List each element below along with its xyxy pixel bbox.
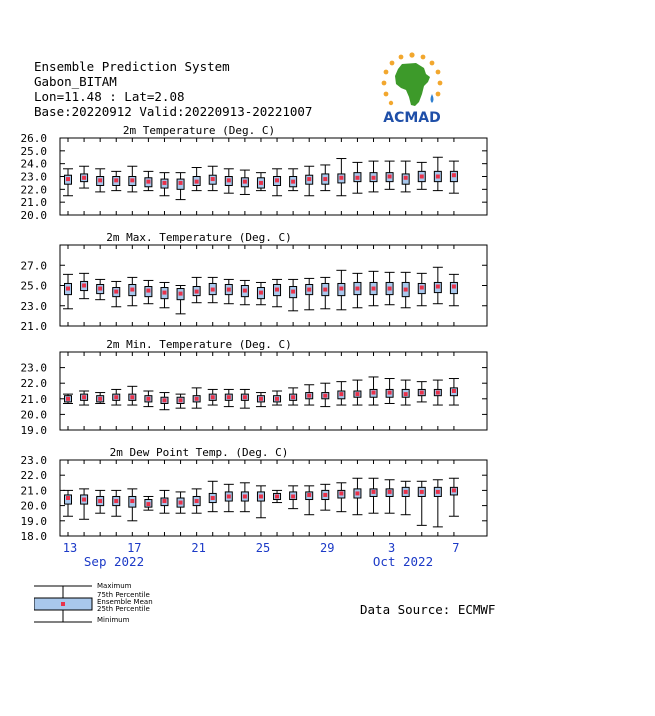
mean-marker [162, 181, 166, 185]
mean-marker [211, 177, 215, 181]
mean-marker [452, 389, 456, 393]
mean-marker [211, 395, 215, 399]
mean-marker [355, 287, 359, 291]
y-tick-label: 24.0 [20, 157, 47, 171]
mean-marker [291, 395, 295, 399]
mean-marker [195, 499, 199, 503]
logo-text: ACMAD [383, 110, 441, 126]
mean-marker [420, 391, 424, 395]
mean-marker [82, 498, 86, 502]
y-tick-label: 19.0 [20, 514, 47, 528]
y-tick-label: 23.0 [20, 454, 47, 467]
x-tick-label: 7 [452, 541, 460, 555]
mean-marker [98, 499, 102, 503]
mean-marker [339, 176, 343, 180]
month-label: Oct 2022 [372, 554, 434, 569]
y-tick-label: 21.0 [20, 196, 47, 210]
y-tick-label: 23.0 [20, 299, 47, 313]
mean-marker [339, 491, 343, 495]
mean-marker [388, 287, 392, 291]
panel-title: 2m Temperature (Deg. C) [122, 124, 276, 137]
mean-marker [323, 177, 327, 181]
header-dates: Base:20220912 Valid:20220913-20221007 [34, 104, 313, 119]
mean-marker [323, 493, 327, 497]
y-tick-label: 22.0 [20, 469, 47, 483]
y-tick-label: 27.0 [20, 259, 47, 273]
mean-marker [130, 395, 134, 399]
mean-marker [162, 398, 166, 402]
mean-marker [323, 394, 327, 398]
mean-marker [66, 496, 70, 500]
mean-marker [130, 499, 134, 503]
mean-marker [114, 395, 118, 399]
mean-marker [452, 488, 456, 492]
y-tick-label: 21.0 [20, 484, 47, 498]
mean-marker [388, 391, 392, 395]
mean-marker [146, 502, 150, 506]
legend-item-label: Maximum [97, 582, 132, 590]
mean-marker [372, 490, 376, 494]
mean-marker [195, 290, 199, 294]
mean-marker [211, 288, 215, 292]
mean-marker [291, 290, 295, 294]
legend-item-label: 25th Percentile [97, 605, 150, 613]
mean-marker [275, 397, 279, 401]
y-tick-label: 18.0 [20, 530, 47, 543]
mean-marker [130, 288, 134, 292]
mean-marker [82, 176, 86, 180]
mean-marker [98, 397, 102, 401]
mean-marker [114, 290, 118, 294]
mean-marker [243, 395, 247, 399]
y-tick-label: 19.0 [20, 424, 47, 437]
acmad-logo [372, 50, 452, 126]
header-location: Gabon_BITAM [34, 74, 117, 89]
mean-marker [243, 494, 247, 498]
x-tick-label: 21 [191, 541, 206, 555]
mean-marker [66, 397, 70, 401]
mean-marker [404, 176, 408, 180]
y-tick-label: 20.0 [20, 209, 47, 222]
mean-marker [275, 494, 279, 498]
mean-marker [195, 180, 199, 184]
mean-marker [436, 285, 440, 289]
mean-marker [114, 178, 118, 182]
x-tick-label: 17 [127, 541, 142, 555]
mean-marker [243, 289, 247, 293]
mean-marker [227, 395, 231, 399]
y-tick-label: 20.0 [20, 408, 47, 422]
y-tick-label: 22.0 [20, 183, 47, 197]
y-tick-label: 26.0 [20, 132, 47, 145]
x-tick-label: 3 [387, 541, 396, 555]
water-drop-icon [431, 94, 434, 103]
mean-marker [130, 178, 134, 182]
mean-marker [179, 292, 183, 296]
x-tick-label: 13 [62, 541, 78, 555]
y-tick-label: 21.0 [20, 392, 47, 406]
mean-marker [307, 177, 311, 181]
mean-marker [114, 499, 118, 503]
africa-map-icon [395, 63, 430, 106]
mean-marker [275, 288, 279, 292]
panel-title: 2m Max. Temperature (Deg. C) [106, 231, 292, 244]
mean-marker [259, 291, 263, 295]
mean-marker [291, 494, 295, 498]
mean-marker [195, 397, 199, 401]
mean-marker [307, 394, 311, 398]
mean-marker [259, 397, 263, 401]
mean-marker [420, 286, 424, 290]
mean-marker [146, 397, 150, 401]
chart-header [34, 59, 312, 119]
legend-mean [61, 602, 65, 606]
mean-marker [66, 177, 70, 181]
mean-marker [436, 175, 440, 179]
mean-marker [372, 287, 376, 291]
mean-marker [146, 289, 150, 293]
mean-marker [227, 178, 231, 182]
mean-marker [291, 180, 295, 184]
mean-marker [146, 180, 150, 184]
header-title: Ensemble Prediction System [34, 59, 230, 74]
mean-marker [211, 496, 215, 500]
mean-marker [275, 178, 279, 182]
mean-marker [339, 392, 343, 396]
header-coords: Lon=11.48 : Lat=2.08 [34, 89, 185, 104]
mean-marker [162, 499, 166, 503]
mean-marker [98, 287, 102, 291]
mean-marker [452, 173, 456, 177]
y-tick-label: 23.0 [20, 361, 47, 375]
mean-marker [355, 176, 359, 180]
mean-marker [98, 178, 102, 182]
legend-item-label: Ensemble Mean [97, 598, 153, 606]
mean-marker [162, 291, 166, 295]
y-tick-label: 20.0 [20, 499, 47, 513]
legend-item-label: Minimum [97, 616, 130, 624]
mean-marker [323, 288, 327, 292]
panel-title: 2m Min. Temperature (Deg. C) [106, 338, 292, 351]
mean-marker [66, 287, 70, 291]
legend-item-label: 75th Percentile [97, 591, 150, 599]
y-tick-label: 22.0 [20, 377, 47, 391]
mean-marker [388, 175, 392, 179]
mean-marker [179, 181, 183, 185]
mean-marker [388, 490, 392, 494]
mean-marker [372, 176, 376, 180]
mean-marker [404, 288, 408, 292]
mean-marker [179, 398, 183, 402]
mean-marker [82, 284, 86, 288]
mean-marker [259, 494, 263, 498]
y-tick-label: 21.0 [20, 320, 47, 333]
mean-marker [436, 490, 440, 494]
y-tick-label: 25.0 [20, 279, 47, 293]
mean-marker [452, 285, 456, 289]
mean-marker [82, 395, 86, 399]
y-tick-label: 25.0 [20, 144, 47, 158]
mean-marker [307, 288, 311, 292]
mean-marker [227, 494, 231, 498]
y-tick-label: 23.0 [20, 170, 47, 184]
mean-marker [307, 493, 311, 497]
mean-marker [404, 490, 408, 494]
mean-marker [243, 180, 247, 184]
mean-marker [259, 181, 263, 185]
mean-marker [355, 491, 359, 495]
mean-marker [339, 287, 343, 291]
x-tick-label: 29 [320, 541, 335, 555]
legend [34, 582, 194, 626]
mean-marker [436, 391, 440, 395]
panel-title: 2m Dew Point Temp. (Deg. C) [109, 446, 289, 459]
mean-marker [420, 490, 424, 494]
month-label: Sep 2022 [83, 554, 145, 569]
x-tick-label: 25 [255, 541, 271, 555]
mean-marker [227, 288, 231, 292]
mean-marker [355, 392, 359, 396]
mean-marker [179, 501, 183, 505]
mean-marker [404, 392, 408, 396]
data-source: Data Source: ECMWF [360, 602, 496, 617]
mean-marker [420, 175, 424, 179]
mean-marker [372, 391, 376, 395]
